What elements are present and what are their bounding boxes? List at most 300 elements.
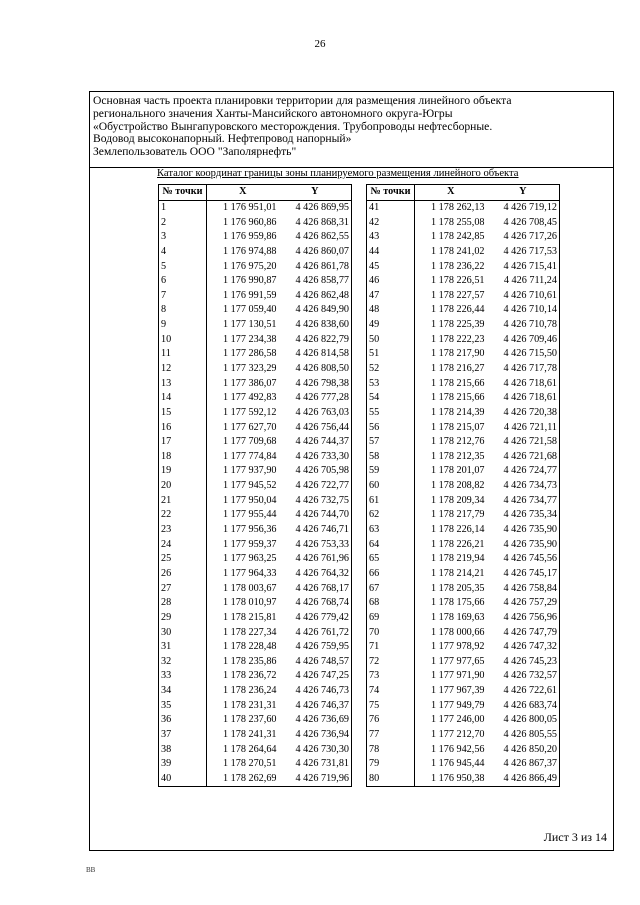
point-number-cell: 50 bbox=[367, 332, 415, 347]
table-row bbox=[367, 303, 560, 318]
point-number-cell: 57 bbox=[367, 435, 415, 450]
x-coordinate-cell: 1 177 978,92 bbox=[415, 640, 487, 655]
x-coordinate-cell: 1 178 217,90 bbox=[415, 347, 487, 362]
x-coordinate-cell: 1 177 967,39 bbox=[415, 684, 487, 699]
table-row bbox=[159, 376, 352, 391]
x-coordinate-cell: 1 178 270,51 bbox=[207, 757, 279, 772]
point-number-cell: 15 bbox=[159, 406, 207, 421]
point-number-cell: 14 bbox=[159, 391, 207, 406]
point-number-cell: 24 bbox=[159, 537, 207, 552]
point-number-cell: 59 bbox=[367, 464, 415, 479]
header-line: «Обустройство Вынгапуровского месторождения. Трубопроводы нефтесборные. bbox=[93, 120, 493, 133]
point-number-cell: 7 bbox=[159, 288, 207, 303]
table-row bbox=[367, 420, 560, 435]
point-number-cell: 31 bbox=[159, 640, 207, 655]
x-coordinate-cell: 1 177 964,33 bbox=[207, 567, 279, 582]
point-number-cell: 52 bbox=[367, 362, 415, 377]
point-number-cell: 26 bbox=[159, 567, 207, 582]
y-coordinate-cell: 4 426 868,31 bbox=[279, 215, 352, 230]
point-number-cell: 65 bbox=[367, 552, 415, 567]
y-coordinate-cell: 4 426 764,32 bbox=[279, 567, 352, 582]
point-number-cell: 53 bbox=[367, 376, 415, 391]
table-row bbox=[159, 523, 352, 538]
y-coordinate-cell: 4 426 717,53 bbox=[487, 245, 560, 260]
table-row bbox=[159, 215, 352, 230]
x-coordinate-cell: 1 178 262,69 bbox=[207, 772, 279, 787]
table-row bbox=[159, 655, 352, 670]
column-header-y: Y bbox=[487, 185, 560, 201]
corner-mark: ВВ bbox=[86, 866, 96, 874]
table-row bbox=[159, 713, 352, 728]
point-number-cell: 71 bbox=[367, 640, 415, 655]
table-row bbox=[367, 259, 560, 274]
y-coordinate-cell: 4 426 722,61 bbox=[487, 684, 560, 699]
y-coordinate-cell: 4 426 710,61 bbox=[487, 288, 560, 303]
table-row bbox=[367, 493, 560, 508]
x-coordinate-cell: 1 177 774,84 bbox=[207, 450, 279, 465]
table-row bbox=[367, 406, 560, 421]
table-row bbox=[367, 376, 560, 391]
x-coordinate-cell: 1 178 241,02 bbox=[415, 245, 487, 260]
x-coordinate-cell: 1 176 942,56 bbox=[415, 742, 487, 757]
table-row bbox=[159, 200, 352, 215]
column-header-x: X bbox=[207, 185, 279, 201]
table-row bbox=[367, 479, 560, 494]
x-coordinate-cell: 1 178 217,79 bbox=[415, 508, 487, 523]
x-coordinate-cell: 1 177 130,51 bbox=[207, 318, 279, 333]
point-number-cell: 9 bbox=[159, 318, 207, 333]
y-coordinate-cell: 4 426 849,90 bbox=[279, 303, 352, 318]
x-coordinate-cell: 1 178 226,51 bbox=[415, 274, 487, 289]
y-coordinate-cell: 4 426 745,23 bbox=[487, 655, 560, 670]
point-number-cell: 19 bbox=[159, 464, 207, 479]
table-row bbox=[159, 640, 352, 655]
x-coordinate-cell: 1 178 208,82 bbox=[415, 479, 487, 494]
x-coordinate-cell: 1 177 592,12 bbox=[207, 406, 279, 421]
point-number-cell: 61 bbox=[367, 493, 415, 508]
point-number-cell: 72 bbox=[367, 655, 415, 670]
point-number-cell: 30 bbox=[159, 625, 207, 640]
table-row bbox=[367, 669, 560, 684]
x-coordinate-cell: 1 178 214,21 bbox=[415, 567, 487, 582]
table-row bbox=[367, 318, 560, 333]
header-line: Основная часть проекта планировки территории для размещения линейного объекта bbox=[93, 95, 512, 107]
x-coordinate-cell: 1 178 010,97 bbox=[207, 596, 279, 611]
y-coordinate-cell: 4 426 761,72 bbox=[279, 625, 352, 640]
point-number-cell: 58 bbox=[367, 450, 415, 465]
table-row bbox=[367, 655, 560, 670]
table-row bbox=[367, 230, 560, 245]
y-coordinate-cell: 4 426 735,90 bbox=[487, 523, 560, 538]
y-coordinate-cell: 4 426 710,78 bbox=[487, 318, 560, 333]
y-coordinate-cell: 4 426 808,50 bbox=[279, 362, 352, 377]
table-row bbox=[159, 318, 352, 333]
table-row bbox=[159, 772, 352, 787]
table-row bbox=[159, 230, 352, 245]
x-coordinate-cell: 1 178 226,21 bbox=[415, 537, 487, 552]
y-coordinate-cell: 4 426 744,70 bbox=[279, 508, 352, 523]
point-number-cell: 25 bbox=[159, 552, 207, 567]
table-row bbox=[159, 245, 352, 260]
x-coordinate-cell: 1 178 226,14 bbox=[415, 523, 487, 538]
table-row bbox=[159, 625, 352, 640]
point-number-cell: 77 bbox=[367, 728, 415, 743]
y-coordinate-cell: 4 426 869,95 bbox=[279, 200, 352, 215]
x-coordinate-cell: 1 178 235,86 bbox=[207, 655, 279, 670]
y-coordinate-cell: 4 426 717,26 bbox=[487, 230, 560, 245]
table-row bbox=[159, 581, 352, 596]
x-coordinate-cell: 1 178 216,27 bbox=[415, 362, 487, 377]
x-coordinate-cell: 1 178 264,64 bbox=[207, 742, 279, 757]
y-coordinate-cell: 4 426 719,12 bbox=[487, 200, 560, 215]
table-row bbox=[367, 581, 560, 596]
y-coordinate-cell: 4 426 719,96 bbox=[279, 772, 352, 787]
table-row bbox=[159, 493, 352, 508]
x-coordinate-cell: 1 177 059,40 bbox=[207, 303, 279, 318]
point-number-cell: 47 bbox=[367, 288, 415, 303]
point-number-cell: 32 bbox=[159, 655, 207, 670]
point-number-cell: 6 bbox=[159, 274, 207, 289]
x-coordinate-cell: 1 177 323,29 bbox=[207, 362, 279, 377]
y-coordinate-cell: 4 426 860,07 bbox=[279, 245, 352, 260]
point-number-cell: 64 bbox=[367, 537, 415, 552]
y-coordinate-cell: 4 426 718,61 bbox=[487, 376, 560, 391]
table-row bbox=[367, 274, 560, 289]
x-coordinate-cell: 1 178 231,31 bbox=[207, 698, 279, 713]
table-row bbox=[367, 552, 560, 567]
y-coordinate-cell: 4 426 850,20 bbox=[487, 742, 560, 757]
point-number-cell: 43 bbox=[367, 230, 415, 245]
point-number-cell: 49 bbox=[367, 318, 415, 333]
y-coordinate-cell: 4 426 747,25 bbox=[279, 669, 352, 684]
x-coordinate-cell: 1 176 974,88 bbox=[207, 245, 279, 260]
x-coordinate-cell: 1 178 227,57 bbox=[415, 288, 487, 303]
point-number-cell: 33 bbox=[159, 669, 207, 684]
point-number-cell: 13 bbox=[159, 376, 207, 391]
y-coordinate-cell: 4 426 709,46 bbox=[487, 332, 560, 347]
table-row bbox=[367, 537, 560, 552]
y-coordinate-cell: 4 426 734,77 bbox=[487, 493, 560, 508]
y-coordinate-cell: 4 426 744,37 bbox=[279, 435, 352, 450]
y-coordinate-cell: 4 426 746,37 bbox=[279, 698, 352, 713]
y-coordinate-cell: 4 426 763,03 bbox=[279, 406, 352, 421]
table-row bbox=[367, 596, 560, 611]
x-coordinate-cell: 1 178 225,39 bbox=[415, 318, 487, 333]
y-coordinate-cell: 4 426 756,44 bbox=[279, 420, 352, 435]
table-row bbox=[367, 523, 560, 538]
table-row bbox=[159, 420, 352, 435]
y-coordinate-cell: 4 426 736,94 bbox=[279, 728, 352, 743]
table-row bbox=[367, 611, 560, 626]
x-coordinate-cell: 1 177 286,58 bbox=[207, 347, 279, 362]
x-coordinate-cell: 1 176 975,20 bbox=[207, 259, 279, 274]
table-row bbox=[367, 464, 560, 479]
x-coordinate-cell: 1 178 215,66 bbox=[415, 391, 487, 406]
table-row bbox=[367, 713, 560, 728]
x-coordinate-cell: 1 177 709,68 bbox=[207, 435, 279, 450]
table-row bbox=[159, 347, 352, 362]
y-coordinate-cell: 4 426 721,68 bbox=[487, 450, 560, 465]
y-coordinate-cell: 4 426 708,45 bbox=[487, 215, 560, 230]
y-coordinate-cell: 4 426 761,96 bbox=[279, 552, 352, 567]
point-number-cell: 36 bbox=[159, 713, 207, 728]
column-header-y: Y bbox=[279, 185, 352, 201]
point-number-cell: 8 bbox=[159, 303, 207, 318]
sheet-label: Лист 3 из 14 bbox=[543, 830, 607, 844]
table-row bbox=[367, 362, 560, 377]
x-coordinate-cell: 1 178 215,66 bbox=[415, 376, 487, 391]
point-number-cell: 39 bbox=[159, 757, 207, 772]
header-line: регионального значения Ханты-Мансийского автономного округа-Югры bbox=[93, 107, 453, 120]
x-coordinate-cell: 1 176 951,01 bbox=[207, 200, 279, 215]
y-coordinate-cell: 4 426 705,98 bbox=[279, 464, 352, 479]
point-number-cell: 11 bbox=[159, 347, 207, 362]
x-coordinate-cell: 1 178 215,81 bbox=[207, 611, 279, 626]
table-row bbox=[159, 435, 352, 450]
y-coordinate-cell: 4 426 746,71 bbox=[279, 523, 352, 538]
table-row bbox=[159, 684, 352, 699]
y-coordinate-cell: 4 426 731,81 bbox=[279, 757, 352, 772]
y-coordinate-cell: 4 426 768,17 bbox=[279, 581, 352, 596]
point-number-cell: 74 bbox=[367, 684, 415, 699]
x-coordinate-cell: 1 177 246,00 bbox=[415, 713, 487, 728]
y-coordinate-cell: 4 426 867,37 bbox=[487, 757, 560, 772]
point-number-cell: 79 bbox=[367, 757, 415, 772]
table-row bbox=[367, 332, 560, 347]
x-coordinate-cell: 1 176 991,59 bbox=[207, 288, 279, 303]
y-coordinate-cell: 4 426 753,33 bbox=[279, 537, 352, 552]
y-coordinate-cell: 4 426 861,78 bbox=[279, 259, 352, 274]
table-row bbox=[367, 757, 560, 772]
y-coordinate-cell: 4 426 748,57 bbox=[279, 655, 352, 670]
point-number-cell: 35 bbox=[159, 698, 207, 713]
table-row bbox=[367, 640, 560, 655]
table-row bbox=[367, 772, 560, 787]
table-row bbox=[159, 464, 352, 479]
table-row bbox=[159, 728, 352, 743]
point-number-cell: 17 bbox=[159, 435, 207, 450]
table-row bbox=[367, 435, 560, 450]
point-number-cell: 46 bbox=[367, 274, 415, 289]
table-row bbox=[367, 200, 560, 215]
point-number-cell: 10 bbox=[159, 332, 207, 347]
table-row bbox=[367, 728, 560, 743]
x-coordinate-cell: 1 177 945,52 bbox=[207, 479, 279, 494]
table-row bbox=[367, 508, 560, 523]
x-coordinate-cell: 1 178 219,94 bbox=[415, 552, 487, 567]
y-coordinate-cell: 4 426 735,90 bbox=[487, 537, 560, 552]
point-number-cell: 18 bbox=[159, 450, 207, 465]
y-coordinate-cell: 4 426 745,17 bbox=[487, 567, 560, 582]
table-row bbox=[159, 259, 352, 274]
x-coordinate-cell: 1 177 386,07 bbox=[207, 376, 279, 391]
table-row bbox=[159, 537, 352, 552]
point-number-cell: 28 bbox=[159, 596, 207, 611]
x-coordinate-cell: 1 178 212,76 bbox=[415, 435, 487, 450]
point-number-cell: 3 bbox=[159, 230, 207, 245]
x-coordinate-cell: 1 176 960,86 bbox=[207, 215, 279, 230]
x-coordinate-cell: 1 178 236,22 bbox=[415, 259, 487, 274]
y-coordinate-cell: 4 426 838,60 bbox=[279, 318, 352, 333]
point-number-cell: 54 bbox=[367, 391, 415, 406]
point-number-cell: 37 bbox=[159, 728, 207, 743]
table-header-row bbox=[367, 185, 560, 201]
y-coordinate-cell: 4 426 747,32 bbox=[487, 640, 560, 655]
page-number: 26 bbox=[314, 38, 326, 50]
x-coordinate-cell: 1 178 205,35 bbox=[415, 581, 487, 596]
point-number-cell: 55 bbox=[367, 406, 415, 421]
x-coordinate-cell: 1 177 956,36 bbox=[207, 523, 279, 538]
y-coordinate-cell: 4 426 759,95 bbox=[279, 640, 352, 655]
header-line: Землепользователь ООО "Заполярнефть" bbox=[93, 146, 297, 159]
coordinates-table-left bbox=[158, 184, 352, 787]
y-coordinate-cell: 4 426 862,55 bbox=[279, 230, 352, 245]
x-coordinate-cell: 1 178 237,60 bbox=[207, 713, 279, 728]
x-coordinate-cell: 1 178 227,34 bbox=[207, 625, 279, 640]
y-coordinate-cell: 4 426 862,48 bbox=[279, 288, 352, 303]
table-row bbox=[367, 567, 560, 582]
document-header bbox=[90, 92, 613, 168]
point-number-cell: 29 bbox=[159, 611, 207, 626]
point-number-cell: 21 bbox=[159, 493, 207, 508]
y-coordinate-cell: 4 426 733,30 bbox=[279, 450, 352, 465]
x-coordinate-cell: 1 178 215,07 bbox=[415, 420, 487, 435]
y-coordinate-cell: 4 426 858,77 bbox=[279, 274, 352, 289]
column-header-point: № точки bbox=[367, 185, 415, 201]
x-coordinate-cell: 1 177 627,70 bbox=[207, 420, 279, 435]
point-number-cell: 1 bbox=[159, 200, 207, 215]
y-coordinate-cell: 4 426 732,57 bbox=[487, 669, 560, 684]
x-coordinate-cell: 1 177 937,90 bbox=[207, 464, 279, 479]
y-coordinate-cell: 4 426 777,28 bbox=[279, 391, 352, 406]
y-coordinate-cell: 4 426 715,41 bbox=[487, 259, 560, 274]
table-body-left bbox=[159, 200, 352, 787]
point-number-cell: 22 bbox=[159, 508, 207, 523]
x-coordinate-cell: 1 178 242,85 bbox=[415, 230, 487, 245]
table-row bbox=[159, 274, 352, 289]
table-row bbox=[367, 742, 560, 757]
x-coordinate-cell: 1 177 959,37 bbox=[207, 537, 279, 552]
table-row bbox=[159, 508, 352, 523]
y-coordinate-cell: 4 426 779,42 bbox=[279, 611, 352, 626]
point-number-cell: 38 bbox=[159, 742, 207, 757]
point-number-cell: 62 bbox=[367, 508, 415, 523]
point-number-cell: 2 bbox=[159, 215, 207, 230]
x-coordinate-cell: 1 176 959,86 bbox=[207, 230, 279, 245]
point-number-cell: 45 bbox=[367, 259, 415, 274]
y-coordinate-cell: 4 426 722,77 bbox=[279, 479, 352, 494]
table-row bbox=[367, 625, 560, 640]
table-row bbox=[159, 303, 352, 318]
table-row bbox=[159, 567, 352, 582]
table-row bbox=[159, 479, 352, 494]
x-coordinate-cell: 1 178 255,08 bbox=[415, 215, 487, 230]
point-number-cell: 66 bbox=[367, 567, 415, 582]
table-row bbox=[367, 347, 560, 362]
y-coordinate-cell: 4 426 718,61 bbox=[487, 391, 560, 406]
point-number-cell: 44 bbox=[367, 245, 415, 260]
table-row bbox=[159, 391, 352, 406]
point-number-cell: 73 bbox=[367, 669, 415, 684]
x-coordinate-cell: 1 178 214,39 bbox=[415, 406, 487, 421]
point-number-cell: 80 bbox=[367, 772, 415, 787]
point-number-cell: 56 bbox=[367, 420, 415, 435]
y-coordinate-cell: 4 426 730,30 bbox=[279, 742, 352, 757]
y-coordinate-cell: 4 426 683,74 bbox=[487, 698, 560, 713]
x-coordinate-cell: 1 177 492,83 bbox=[207, 391, 279, 406]
y-coordinate-cell: 4 426 745,56 bbox=[487, 552, 560, 567]
x-coordinate-cell: 1 178 236,72 bbox=[207, 669, 279, 684]
table-row bbox=[159, 596, 352, 611]
x-coordinate-cell: 1 177 971,90 bbox=[415, 669, 487, 684]
point-number-cell: 63 bbox=[367, 523, 415, 538]
point-number-cell: 69 bbox=[367, 611, 415, 626]
x-coordinate-cell: 1 178 003,67 bbox=[207, 581, 279, 596]
point-number-cell: 20 bbox=[159, 479, 207, 494]
point-number-cell: 68 bbox=[367, 596, 415, 611]
point-number-cell: 12 bbox=[159, 362, 207, 377]
table-row bbox=[159, 406, 352, 421]
catalog-title: Каталог координат границы зоны планируемого размещения линейного объекта bbox=[157, 168, 519, 179]
table-row bbox=[159, 552, 352, 567]
table-row bbox=[367, 698, 560, 713]
y-coordinate-cell: 4 426 732,75 bbox=[279, 493, 352, 508]
y-coordinate-cell: 4 426 768,74 bbox=[279, 596, 352, 611]
table-row bbox=[159, 362, 352, 377]
y-coordinate-cell: 4 426 735,34 bbox=[487, 508, 560, 523]
x-coordinate-cell: 1 176 950,38 bbox=[415, 772, 487, 787]
table-row bbox=[367, 450, 560, 465]
point-number-cell: 76 bbox=[367, 713, 415, 728]
point-number-cell: 4 bbox=[159, 245, 207, 260]
y-coordinate-cell: 4 426 805,55 bbox=[487, 728, 560, 743]
y-coordinate-cell: 4 426 721,11 bbox=[487, 420, 560, 435]
table-row bbox=[367, 391, 560, 406]
point-number-cell: 41 bbox=[367, 200, 415, 215]
point-number-cell: 60 bbox=[367, 479, 415, 494]
y-coordinate-cell: 4 426 711,24 bbox=[487, 274, 560, 289]
point-number-cell: 75 bbox=[367, 698, 415, 713]
x-coordinate-cell: 1 178 212,35 bbox=[415, 450, 487, 465]
y-coordinate-cell: 4 426 720,38 bbox=[487, 406, 560, 421]
y-coordinate-cell: 4 426 715,50 bbox=[487, 347, 560, 362]
x-coordinate-cell: 1 178 169,63 bbox=[415, 611, 487, 626]
y-coordinate-cell: 4 426 747,79 bbox=[487, 625, 560, 640]
x-coordinate-cell: 1 177 963,25 bbox=[207, 552, 279, 567]
point-number-cell: 5 bbox=[159, 259, 207, 274]
y-coordinate-cell: 4 426 798,38 bbox=[279, 376, 352, 391]
x-coordinate-cell: 1 178 228,48 bbox=[207, 640, 279, 655]
table-row bbox=[159, 669, 352, 684]
table-row bbox=[159, 450, 352, 465]
table-row bbox=[159, 742, 352, 757]
table-body-right bbox=[367, 200, 560, 787]
x-coordinate-cell: 1 176 990,87 bbox=[207, 274, 279, 289]
header-text bbox=[93, 95, 608, 159]
x-coordinate-cell: 1 177 977,65 bbox=[415, 655, 487, 670]
table-header-row bbox=[159, 185, 352, 201]
x-coordinate-cell: 1 178 226,44 bbox=[415, 303, 487, 318]
coordinates-table-right bbox=[366, 184, 560, 787]
y-coordinate-cell: 4 426 757,29 bbox=[487, 596, 560, 611]
table-row bbox=[159, 332, 352, 347]
table-row bbox=[159, 698, 352, 713]
point-number-cell: 67 bbox=[367, 581, 415, 596]
point-number-cell: 23 bbox=[159, 523, 207, 538]
x-coordinate-cell: 1 176 945,44 bbox=[415, 757, 487, 772]
x-coordinate-cell: 1 177 949,79 bbox=[415, 698, 487, 713]
y-coordinate-cell: 4 426 721,58 bbox=[487, 435, 560, 450]
